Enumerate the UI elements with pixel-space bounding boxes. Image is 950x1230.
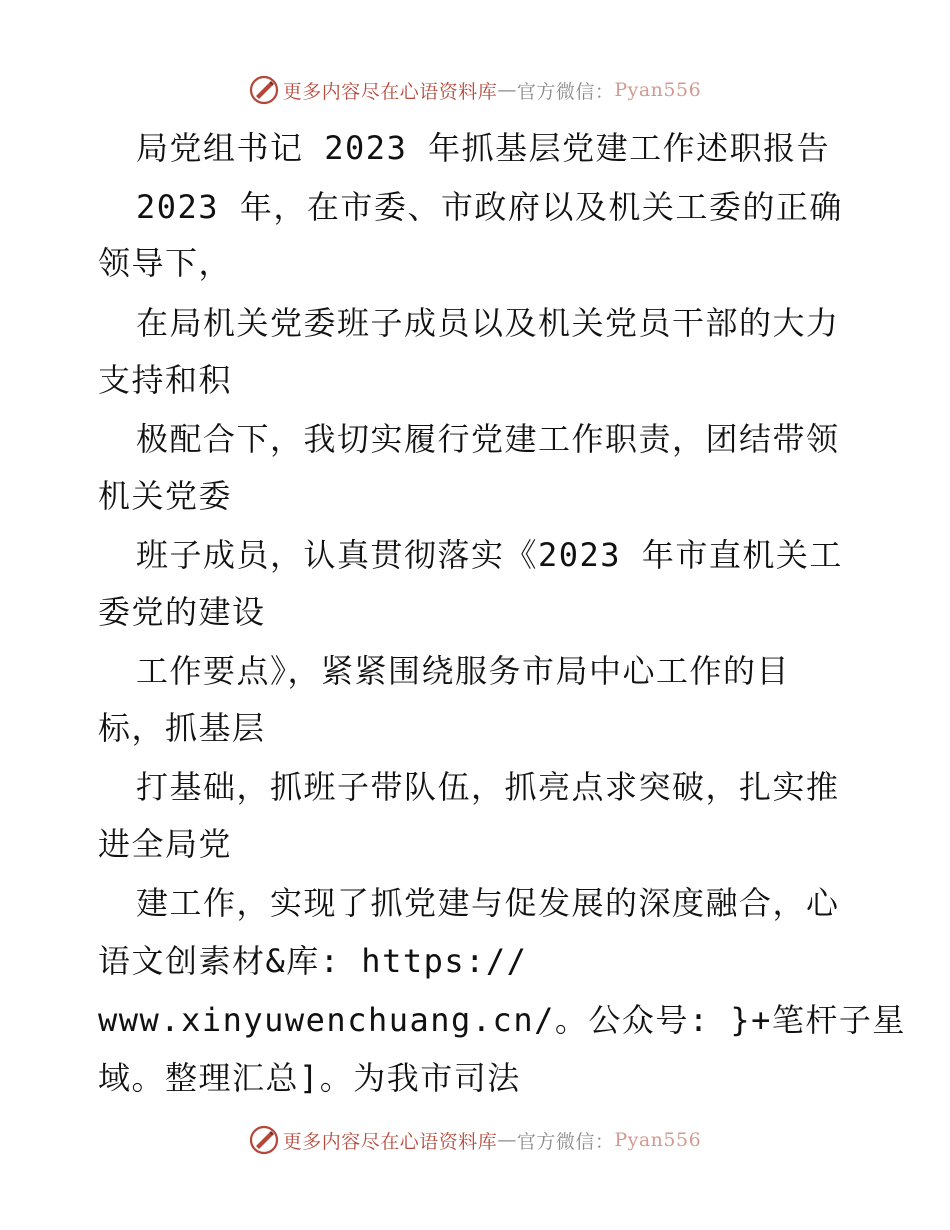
paragraph-line: 班子成员，认真贯彻落实《2023 年市直机关工: [136, 536, 843, 574]
paragraph-line: 打基础，抓班子带队伍，抓亮点求突破，扎实推: [136, 768, 840, 806]
paragraph-line: 域。整理汇总]。为我市司法: [98, 1059, 521, 1097]
paragraph-line: 委党的建设: [98, 593, 266, 631]
paragraph-line: 工作要点》，紧紧围绕服务市局中心工作的目: [136, 652, 791, 690]
paragraph-line: 支持和积: [98, 361, 233, 399]
paragraph-line: 语文创素材&库: https://: [98, 942, 528, 980]
paragraph-line: 进全局党: [98, 825, 233, 863]
watermark-wechat-id: Pyan556: [614, 1129, 702, 1151]
paragraph-line: www.xinyuwenchuang.cn/。公众号: }+笔杆子星: [98, 1001, 906, 1039]
paragraph-line: 领导下，: [98, 244, 233, 282]
document-title: 局党组书记 2023 年抓基层党建工作述职报告: [136, 129, 831, 167]
watermark-official-label: 官方微信：: [516, 80, 615, 103]
watermark-separator: —: [497, 79, 517, 101]
paragraph-line: 极配合下，我切实履行党建工作职责，团结带领: [136, 420, 840, 458]
header-watermark: [0, 73, 950, 107]
watermark-main-text: 更多内容尽在心语资料库: [282, 1130, 498, 1153]
paragraph-line: 建工作，实现了抓党建与促发展的深度融合，心: [136, 884, 840, 922]
watermark-official-label: 官方微信：: [516, 1130, 615, 1153]
watermark-main-text: 更多内容尽在心语资料库: [282, 80, 498, 103]
footer-watermark: [0, 1123, 950, 1157]
paragraph-line: 2023 年，在市委、市政府以及机关工委的正确: [136, 188, 843, 226]
paragraph-line: 标，抓基层: [98, 709, 266, 747]
paragraph-line: 机关党委: [98, 477, 233, 515]
stamp-logo-icon: [249, 1125, 279, 1155]
stamp-logo-icon: [249, 75, 279, 105]
paragraph-line: 在局机关党委班子成员以及机关党员干部的大力: [136, 304, 840, 342]
watermark-wechat-id: Pyan556: [614, 79, 702, 101]
watermark-separator: —: [497, 1129, 517, 1151]
